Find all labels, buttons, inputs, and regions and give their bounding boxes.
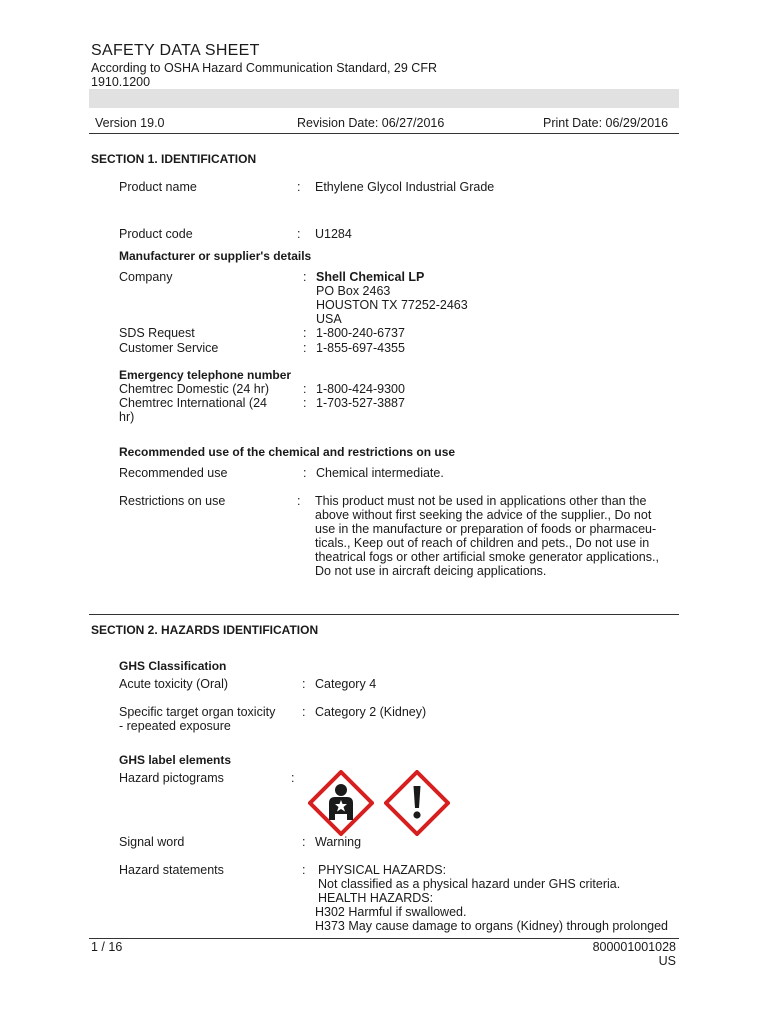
customer-service-phone: 1-855-697-4355 <box>316 341 405 355</box>
hazard-statement-line: H373 May cause damage to organs (Kidney) through prolonged <box>315 919 668 933</box>
emergency-heading: Emergency telephone number <box>119 368 292 382</box>
section1-heading: SECTION 1. IDENTIFICATION <box>91 152 257 166</box>
colon: : <box>302 835 306 849</box>
colon: : <box>303 326 307 340</box>
acute-toxicity-value: Category 4 <box>315 677 377 691</box>
document-number: 800001001028 <box>592 940 676 954</box>
hazard-pictograms-label: Hazard pictograms <box>119 771 224 785</box>
exclamation-mark-pictogram-icon <box>384 770 450 836</box>
document-subtitle-regulation: 1910.1200 <box>91 75 151 89</box>
colon: : <box>302 677 306 691</box>
colon: : <box>297 494 301 508</box>
customer-service-label: Customer Service <box>119 341 219 355</box>
hazard-statement-line: PHYSICAL HAZARDS: <box>318 863 447 877</box>
chemtrec-domestic-label: Chemtrec Domestic (24 hr) <box>119 382 270 396</box>
recommended-use-value: Chemical intermediate. <box>316 466 444 480</box>
print-date: Print Date: 06/29/2016 <box>543 116 669 130</box>
ghs-classification-heading: GHS Classification <box>119 659 227 673</box>
hazard-statement-line: H302 Harmful if swallowed. <box>315 905 467 919</box>
sds-request-label: SDS Request <box>119 326 195 340</box>
recommended-use-heading: Recommended use of the chemical and restrictions on use <box>119 445 456 459</box>
header-divider <box>89 133 679 134</box>
restrictions-line: Do not use in aircraft deicing applications. <box>315 564 547 578</box>
company-label: Company <box>119 270 173 284</box>
colon: : <box>302 705 306 719</box>
company-name: Shell Chemical LP <box>316 270 425 284</box>
manufacturer-heading: Manufacturer or supplier's details <box>119 249 312 263</box>
version-text: Version 19.0 <box>95 116 165 130</box>
acute-toxicity-label: Acute toxicity (Oral) <box>119 677 229 691</box>
colon: : <box>303 466 307 480</box>
sds-request-phone: 1-800-240-6737 <box>316 326 405 340</box>
revision-date: Revision Date: 06/27/2016 <box>297 116 445 130</box>
footer-divider <box>89 938 679 939</box>
product-code-label: Product code <box>119 227 193 241</box>
restrictions-line: theatrical fogs or other artificial smoke generator applications., <box>315 550 659 564</box>
product-name-value: Ethylene Glycol Industrial Grade <box>315 180 495 194</box>
stot-label: Specific target organ toxicity <box>119 705 276 719</box>
document-subtitle: According to OSHA Hazard Communication Standard, 29 CFR <box>91 61 437 75</box>
colon: : <box>303 396 307 410</box>
ghs-label-elements-heading: GHS label elements <box>119 753 232 767</box>
hazard-statements-label: Hazard statements <box>119 863 224 877</box>
restrictions-line: use in the manufacture or preparation of foods or pharmaceu- <box>315 522 657 536</box>
colon: : <box>297 227 301 241</box>
stot-value: Category 2 (Kidney) <box>315 705 427 719</box>
recommended-use-label: Recommended use <box>119 466 228 480</box>
country-code: US <box>658 954 676 968</box>
signal-word-label: Signal word <box>119 835 185 849</box>
health-hazard-pictogram-icon <box>308 770 374 836</box>
restrictions-line: This product must not be used in applications other than the <box>315 494 647 508</box>
colon: : <box>303 341 307 355</box>
section2-heading: SECTION 2. HAZARDS IDENTIFICATION <box>91 623 319 637</box>
colon: : <box>297 180 301 194</box>
chemtrec-international-label-cont: hr) <box>119 410 135 424</box>
restrictions-line: ticals., Keep out of reach of children and pets., Do not use in <box>315 536 650 550</box>
document-title: SAFETY DATA SHEET <box>91 42 260 59</box>
section-divider <box>89 614 679 615</box>
colon: : <box>303 382 307 396</box>
hazard-statement-line: HEALTH HAZARDS: <box>318 891 434 905</box>
page-number: 1 / 16 <box>91 940 123 954</box>
chemtrec-international-label: Chemtrec International (24 <box>119 396 267 410</box>
header-bar <box>89 89 679 108</box>
colon: : <box>291 771 295 785</box>
stot-label-cont: - repeated exposure <box>119 719 231 733</box>
company-country: USA <box>316 312 342 326</box>
signal-word-value: Warning <box>315 835 362 849</box>
hazard-statement-line: Not classified as a physical hazard under GHS criteria. <box>318 877 621 891</box>
restrictions-line: above without first seeking the advice of the supplier., Do not <box>315 508 652 522</box>
product-code-value: U1284 <box>315 227 352 241</box>
chemtrec-international-phone: 1-703-527-3887 <box>316 396 405 410</box>
restrictions-label: Restrictions on use <box>119 494 226 508</box>
colon: : <box>303 270 307 284</box>
product-name-label: Product name <box>119 180 197 194</box>
chemtrec-domestic-phone: 1-800-424-9300 <box>316 382 405 396</box>
company-address-line1: PO Box 2463 <box>316 284 391 298</box>
colon: : <box>302 863 306 877</box>
company-address-line2: HOUSTON TX 77252-2463 <box>316 298 468 312</box>
